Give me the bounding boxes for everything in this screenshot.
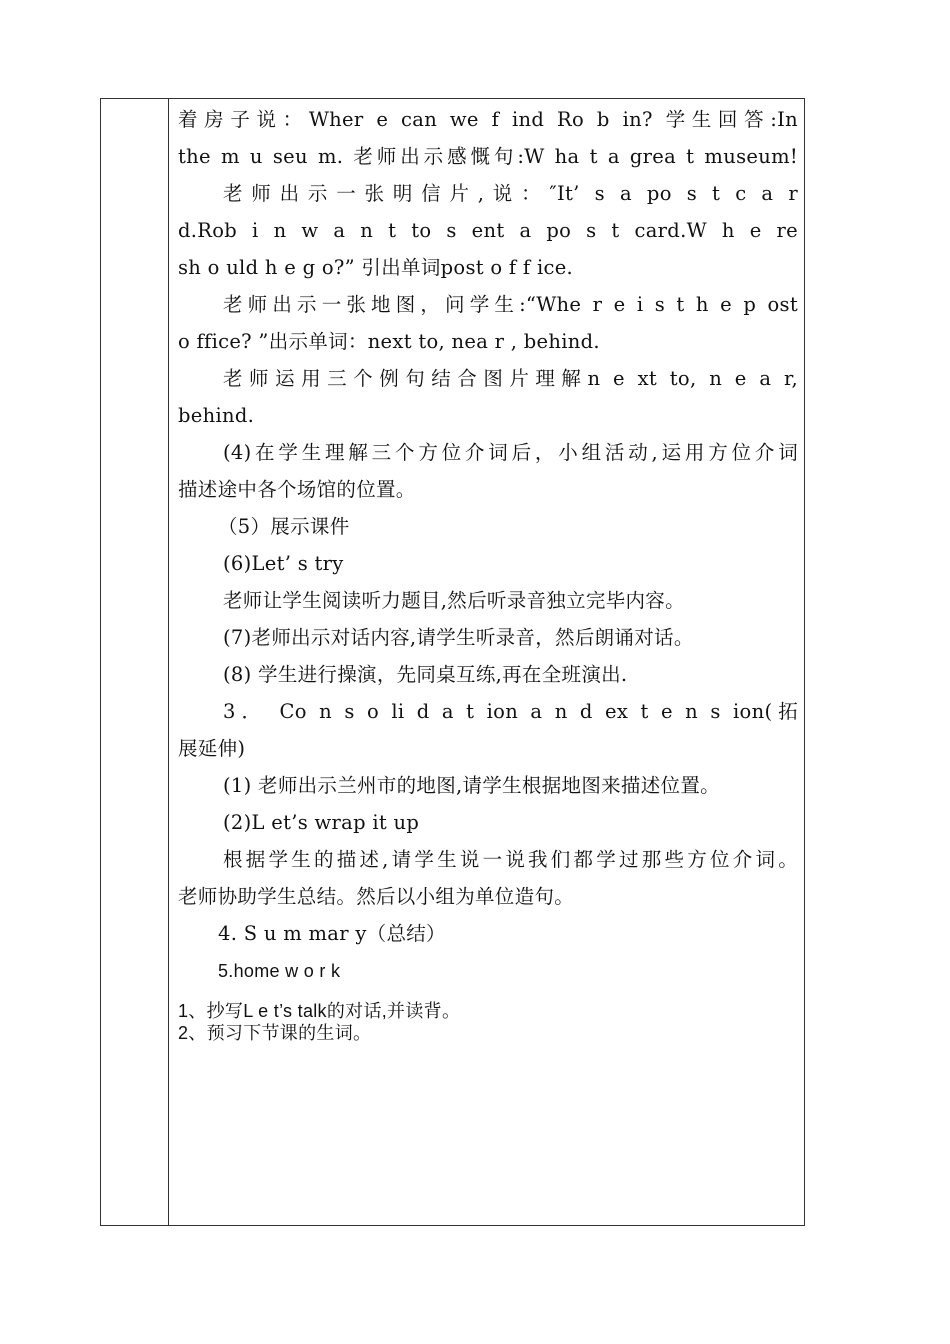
text-line: sh o uld h e g o?” 引出单词post o f f ice. bbox=[178, 256, 574, 279]
text-line: 展延伸) bbox=[178, 737, 246, 760]
text-line: 描述途中各个场馆的位置。 bbox=[178, 478, 416, 501]
text-line: 老师协助学生总结。然后以小组为单位造句。 bbox=[178, 885, 575, 908]
section-heading: 4. S u m mar y（总结） bbox=[218, 922, 446, 945]
section-heading: 3． Co n s o li d a t ion a n d ex t e n s ion(拓 bbox=[223, 700, 798, 723]
text-line: 老师运用三个例句结合图片理解n e xt to, n e a r, bbox=[223, 367, 798, 390]
lesson-content-cell bbox=[178, 101, 798, 1044]
text-line: (1) 老师出示兰州市的地图,请学生根据地图来描述位置。 bbox=[223, 774, 720, 797]
text-line: (4)在学生理解三个方位介词后，小组活动,运用方位介词 bbox=[223, 441, 798, 464]
homework-item: 1、抄写L e t’s talk的对话,并读背。 bbox=[178, 1001, 461, 1021]
text-line: 根据学生的描述,请学生说一说我们都学过那些方位介词。 bbox=[223, 848, 798, 871]
left-column-cell bbox=[101, 99, 169, 1225]
text-line: (2)L et’s wrap it up bbox=[223, 811, 420, 834]
text-line: (8) 学生进行操演，先同桌互练,再在全班演出. bbox=[223, 663, 628, 686]
homework-heading: 5.home w o r k bbox=[218, 961, 341, 981]
text-line: （5）展示课件 bbox=[218, 515, 350, 538]
text-line: 老师出示一张地图，问学生:“Whe r e i s t h e p ost bbox=[223, 293, 798, 316]
text-line: 老师让学生阅读听力题目,然后听录音独立完毕内容。 bbox=[223, 589, 685, 612]
lesson-table bbox=[100, 98, 805, 1226]
text-line: 老师出示一张明信片,说：″It’ s a po s t c a r bbox=[223, 182, 798, 205]
text-line: (6)Let’ s try bbox=[223, 552, 344, 575]
text-line: 着房子说：Wher e can we f ind Ro b in? 学生回答:In bbox=[178, 108, 798, 131]
text-line: the m u seu m. 老师出示感慨句:W ha t a grea t museum! bbox=[178, 145, 798, 168]
text-line: d.Rob i n w a n t to s ent a po s t card.W h e re bbox=[178, 219, 798, 242]
text-line: (7)老师出示对话内容,请学生听录音，然后朗诵对话。 bbox=[223, 626, 694, 649]
text-line: behind. bbox=[178, 404, 255, 427]
homework-item: 2、预习下节课的生词。 bbox=[178, 1023, 372, 1043]
text-line: o ffice? ”出示单词：next to, nea r , behind. bbox=[178, 330, 600, 353]
